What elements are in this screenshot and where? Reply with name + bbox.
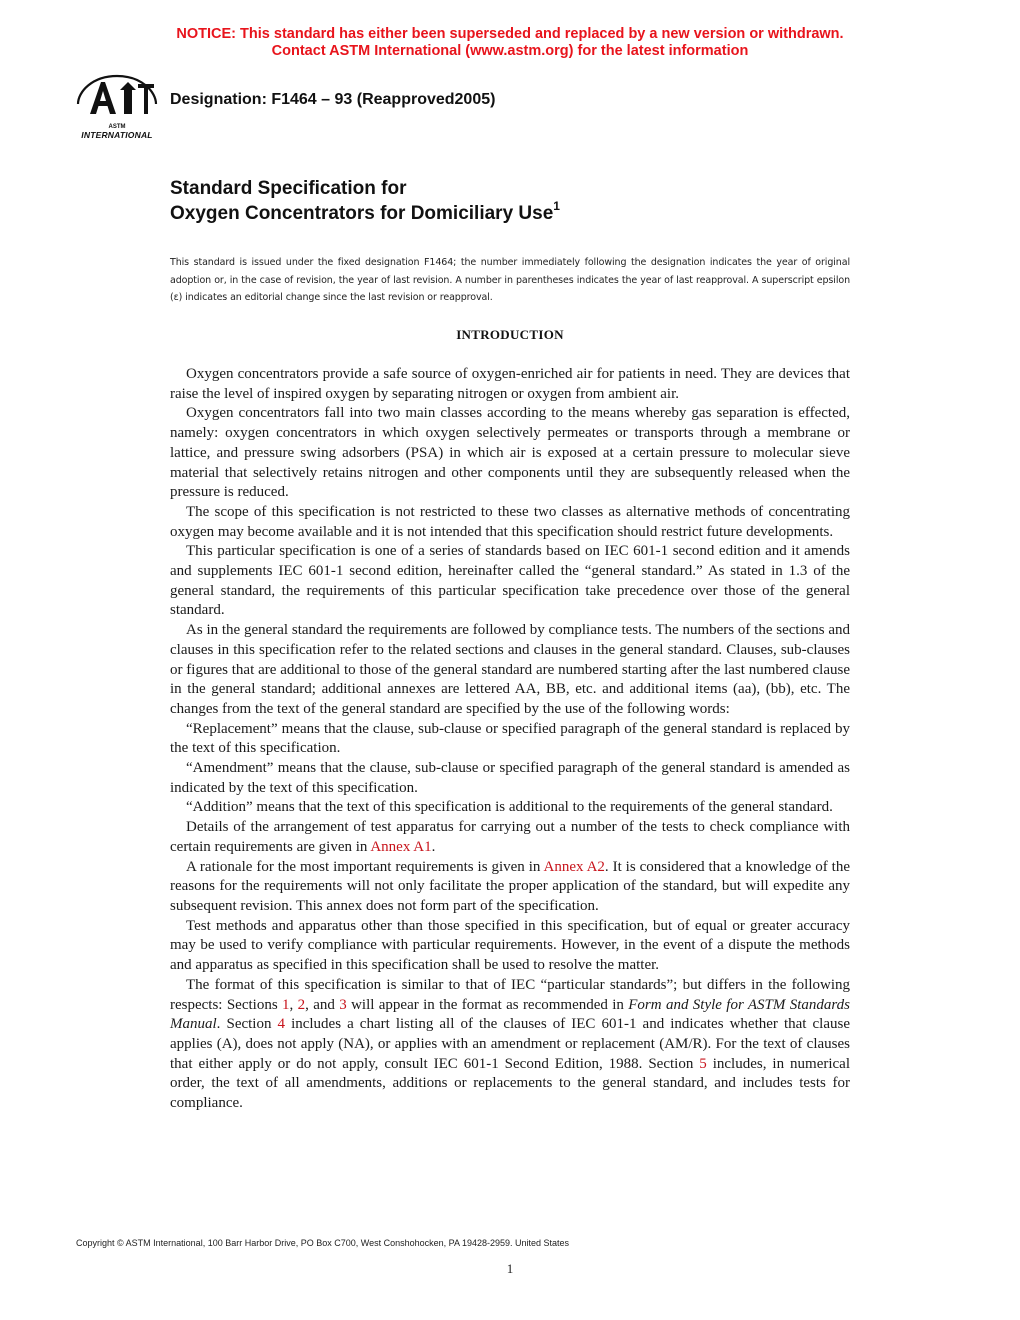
paragraph-text: , [289,996,298,1013]
paragraph-text: . [431,838,436,855]
astm-logo-text: ASTM [108,124,126,130]
copyright-footer: Copyright © ASTM International, 100 Barr Harbor Drive, PO Box C700, West Conshohocken, PA 19428-2959. United States [76,1238,570,1248]
paragraph [170,818,850,857]
withdrawal-notice [0,26,1020,60]
paragraph-text: . Section [216,1016,278,1033]
paragraph-text: includes, in numerical order, the text of all amendments, additions or replacements to the general standard, and includes tests for compliance. [170,1055,850,1112]
paragraph-text: includes a chart listing all of the clauses of IEC 601-1 and indicates whether that clause applies (A), does not apply (NA), or applies with an amendment or replacement (AM/R). For the text of clauses that either apply or do not apply, consult IEC 601-1 Second Edition, 1988. Section [170,1016,850,1072]
title-footnote-mark[interactable]: 1 [553,198,560,213]
title-line-2 [170,198,560,226]
section-4-link[interactable]: 4 [277,1016,286,1033]
paragraph-text: A rationale for the most important requirements is given in [186,858,544,875]
issuance-note: This standard is issued under the fixed designation F1464; the number immediately following the designation indicates the year of original adoption or, in the case of revision, the year of last revision. A number in parentheses indicates the year of last reapproval. A superscript epsilon (ε) indicates an editorial change since the last revision or reapproval. [170,257,850,303]
logo-subtext: INTERNATIONAL [81,130,153,140]
section-3-link[interactable]: 3 [339,996,347,1013]
document-title [170,176,560,226]
annex-a2-link[interactable]: Annex A2 [543,858,605,875]
paragraph [170,976,850,1114]
paragraph: As in the general standard the requirements are followed by compliance tests. The numbers of the sections and clauses in this specification refer to the related sections and clauses in the general standard. Clauses, sub-clauses or figures that are additional to those of the general standard are numbered starting after the last numbered clause in the general standard; additional annexes are lettered AA, BB, etc. and additional items (aa), (bb), etc. The changes from the text of the general standard are specified by the use of the following words: [170,622,850,717]
paragraph: Oxygen concentrators provide a safe source of oxygen-enriched air for patients in need. They are devices that raise the level of inspired oxygen by separating nitrogen or oxygen from ambient air. [170,366,850,402]
astm-logo-mark [70,70,164,132]
title-line-2-text: Oxygen Concentrators for Domiciliary Use [170,203,554,224]
astm-logo [70,70,164,150]
title-line-1: Standard Specification for [170,178,407,199]
manual-title: Form and Style for ASTM Standards Manual [170,996,851,1033]
paragraph-text: . It is considered that a knowledge of the reasons for the requirements will not only facilitate the proper application of the standard, but will expedite any subsequent revision. This annex does not form part of the specification. [170,858,850,914]
page-number: 1 [506,1261,514,1276]
paragraph: This particular specification is one of a series of standards based on IEC 601-1 second edition and it amends and supplements IEC 601-1 second edition, hereinafter called the “general standard.” As stated in 1.3 of the general standard, the requirements of this particular specification take precedence over those of the general standard. [170,543,850,619]
paragraph-text: will appear in the format as recommended in [346,996,629,1013]
notice-line-1: NOTICE: This standard has either been superseded and replaced by a new version or withdrawn. [176,26,844,42]
paragraph: Oxygen concentrators fall into two main classes according to the means whereby gas separation is effected, namely: oxygen concentrators in which oxygen selectively permeates or transports through a membrane or lattice, and pressure swing adsorbers (PSA) in which air is exposed at a certain pressure to molecular sieve material that selectively retains nitrogen and other components until they are subsequently released when the pressure is reduced. [170,405,850,501]
paragraph-text: Details of the arrangement of test apparatus for carrying out a number of the tests to check compliance with certain requirements are given in [170,819,850,855]
paragraph: The scope of this specification is not restricted to these two classes as alternative methods of concentrating oxygen may become available and it is not intended that this specification should restrict future developments. [170,503,850,540]
annex-a1-link[interactable]: Annex A1 [370,838,432,855]
notice-line-2: Contact ASTM International (www.astm.org) for the latest information [271,43,749,59]
designation: Designation: F1464 – 93 (Reapproved2005) [170,91,496,108]
introduction-body [170,365,850,1114]
paragraph: “Replacement” means that the clause, sub-clause or specified paragraph of the general standard is replaced by the text of this specification. [170,720,850,757]
paragraph-text: The format of this specification is similar to that of IEC “particular standards”; but differs in the following respects: Sections [170,976,850,1013]
section-5-link[interactable]: 5 [699,1055,707,1072]
introduction-heading: INTRODUCTION [456,327,564,342]
paragraph-text: , and [305,996,340,1013]
paragraph: “Addition” means that the text of this specification is additional to the requirements of the general standard. [186,799,833,816]
section-2-link[interactable]: 2 [297,996,306,1013]
paragraph [170,858,850,917]
paragraph: Test methods and apparatus other than those specified in this specification, but of equal or greater accuracy may be used to verify compliance with particular requirements. However, in the event of a dispute the methods and apparatus as specified in this specification shall be used to resolve the matter. [170,917,850,974]
section-1-link[interactable]: 1 [282,996,290,1013]
paragraph: “Amendment” means that the clause, sub-clause or specified paragraph of the general standard is amended as indicated by the text of this specification. [170,760,850,796]
